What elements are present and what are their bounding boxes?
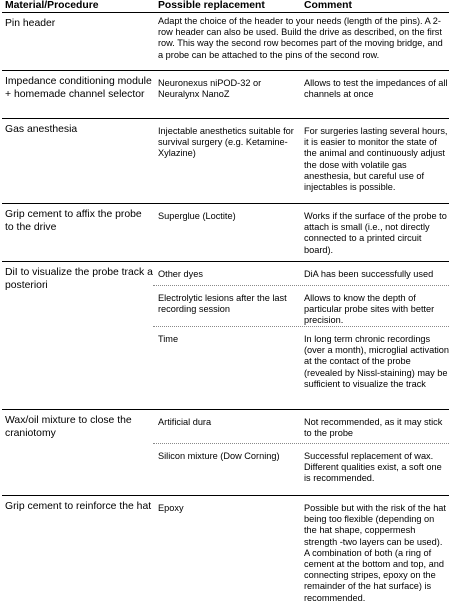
material-cell: Gas anesthesia	[5, 124, 78, 135]
option-row	[153, 410, 449, 443]
material-cell: Pin header	[5, 18, 56, 29]
comment-cell: Adapt the choice of the header to your needs (length of the pins). A 2-row header can also be used. Build the drive as described, on the first row. This way the second row becomes part of the moving bridge, and a probe can be attached to the pins of the second row.	[158, 16, 443, 60]
replacement-cell: Injectable anesthetics suitable for survival surgery (e.g. Ketamine-Xylazine)	[158, 126, 294, 159]
option-row	[153, 71, 449, 100]
option-row	[153, 262, 449, 285]
material-cell: DiI to visualize the probe track a posteriori	[5, 267, 153, 291]
replacement-cell: Artificial dura	[158, 417, 212, 427]
material-cell: Grip cement to reinforce the hat	[5, 501, 152, 512]
replacement-cell: Silicon mixture (Dow Corning)	[158, 451, 280, 461]
replacement-cell: Neuronexus niPOD-32 or Neuralynx NanoZ	[158, 78, 262, 100]
table-row	[2, 262, 449, 410]
replacement-cell: Epoxy	[158, 503, 184, 513]
replacement-cell: Time	[158, 334, 179, 344]
option-row	[153, 204, 449, 256]
option-row	[153, 496, 449, 604]
table-row	[2, 119, 449, 204]
option-row	[153, 285, 449, 326]
comment-cell: Not recommended, as it may stick to the probe	[304, 417, 443, 439]
comment-cell: Allows to test the impedances of all channels at once	[304, 78, 448, 100]
table-row	[2, 410, 449, 496]
header-comment: Comment	[304, 0, 352, 11]
comment-cell: In long term chronic recordings (over a month), microglial activation at the contact of the probe (revealed by Nissl-staining) may be sufficient to visualize the track	[304, 334, 450, 389]
comment-cell: For surgeries lasting several hours, it is easier to monitor the state of the animal and continuously adjust the dose with volatile gas anesthesia, but careful use of injectables is possible.	[304, 126, 448, 193]
material-cell: Impedance conditioning module + homemade channel selector	[5, 76, 152, 100]
table-row	[2, 496, 449, 603]
table-header	[2, 0, 449, 13]
option-row	[153, 119, 449, 193]
header-material: Material/Procedure	[5, 0, 99, 11]
comment-cell: Works if the surface of the probe to attach is small (i.e., not directly connected to a printed circuit board).	[304, 211, 447, 255]
comment-cell: Allows to know the depth of particular probe sites with better precision.	[304, 293, 435, 326]
material-cell: Grip cement to affix the probe to the drive	[5, 209, 142, 233]
option-row	[153, 443, 449, 495]
comment-cell: DiA has been successfully used	[304, 269, 434, 279]
comment-cell: Possible but with the risk of the hat being too flexible (depending on the hat shape, coppermesh strength -two layers can be used). A combination of both (a ring of cement at the bottom and top, and connecting stripes, epoxy on the remainder of the hat surface) is recommended.	[304, 503, 446, 603]
option-row	[153, 326, 449, 409]
replacement-cell: Other dyes	[158, 269, 203, 279]
replacement-cell: Superglue (Loctite)	[158, 211, 236, 221]
table-row	[2, 204, 449, 262]
table-row	[2, 13, 449, 71]
table-row	[2, 71, 449, 119]
comment-cell: Successful replacement of wax. Different qualities exist, a soft one is recommended.	[304, 451, 442, 484]
header-replacement: Possible replacement	[158, 0, 265, 11]
material-cell: Wax/oil mixture to close the craniotomy	[5, 415, 132, 439]
replacement-cell: Electrolytic lesions after the last recording session	[158, 293, 287, 315]
